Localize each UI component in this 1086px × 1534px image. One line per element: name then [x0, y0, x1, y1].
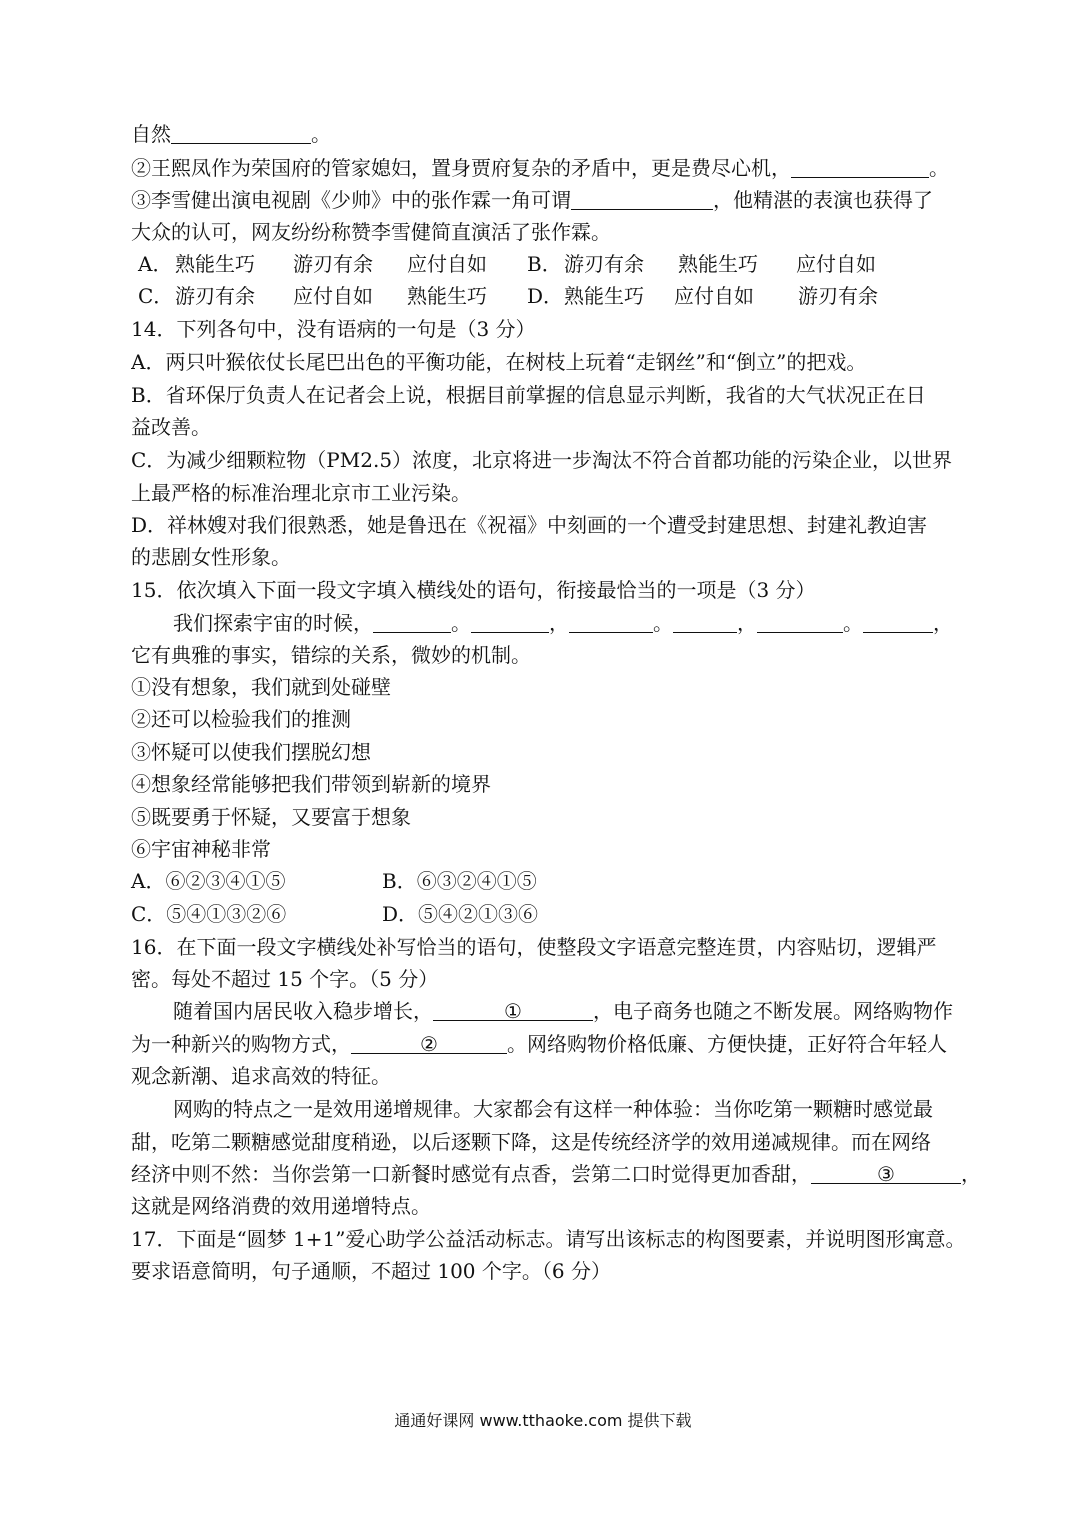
q15-option-a: A．⑥②③④①⑤	[131, 869, 286, 893]
q16-p2-line1: 网购的特点之一是效用递增规律。大家都会有这样一种体验：当你吃第一颗糖时感觉最	[173, 1097, 933, 1121]
q14-option-d-line2: 的悲剧女性形象。	[131, 545, 291, 569]
page-footer: 通通好课网 www.tthaoke.com 提供下载	[394, 1411, 692, 1430]
q16-stem-line2: 密。每处不超过 15 个字。（5 分）	[131, 967, 439, 991]
q13-option-a-w1: 熟能生巧	[175, 252, 255, 276]
q13-option-c-letter: C．	[138, 284, 174, 308]
q17-line2: 要求语意简明，句子通顺，不超过 100 个字。（6 分）	[131, 1259, 611, 1283]
q13-option-c-w1: 游刃有余	[175, 284, 255, 308]
q13-option-a-letter: A．	[138, 252, 173, 276]
q13-option-b-w1: 游刃有余	[564, 252, 644, 276]
q16-p1-line1	[173, 998, 1002, 1024]
q15-item-3: ③怀疑可以使我们摆脱幻想	[131, 740, 371, 764]
q15-item-5: ⑤既要勇于怀疑，又要富于想象	[131, 805, 411, 829]
q16-blank-2	[351, 1033, 507, 1054]
q16-blank-2-number: ②	[420, 1032, 438, 1056]
q13-line-c	[131, 187, 1002, 213]
q13-line-d: 大众的认可，网友纷纷称赞李雪健简直演活了张作霖。	[131, 220, 611, 244]
q13-line-a-text: 自然	[131, 122, 171, 146]
q13-line-b-end: 。	[929, 156, 949, 180]
q13-option-c-w3: 熟能生巧	[407, 284, 487, 308]
q17-line1: 17．下面是“圆梦 1+1”爱心助学公益活动标志。请写出该标志的构图要素，并说明图形寓意。	[131, 1227, 966, 1251]
q13-line-c-end: ，他精湛的表演也获得了	[713, 188, 933, 212]
q14-stem: 14．下列各句中，没有语病的一句是（3 分）	[131, 317, 536, 341]
q15-sep: ，	[549, 611, 569, 635]
q15-option-d: D．⑤④②①③⑥	[382, 902, 539, 926]
q16-p1-line2	[131, 1031, 1002, 1057]
q14-option-b-line1: B．省环保厅负责人在记者会上说，根据目前掌握的信息显示判断，我省的大气状况正在日	[131, 383, 926, 407]
q15-item-1: ①没有想象，我们就到处碰壁	[131, 675, 391, 699]
q16-blank-3-number: ③	[877, 1162, 895, 1186]
q15-stem: 15．依次填入下面一段文字填入横线处的语句，衔接最恰当的一项是（3 分）	[131, 578, 816, 602]
q13-option-b-letter: B．	[527, 252, 562, 276]
q14-option-c-line1: C．为减少细颗粒物（PM2.5）浓度，北京将进一步淘汰不符合首都功能的污染企业，以世界	[131, 448, 953, 472]
q13-line-c-text: ③李雪健出演电视剧《少帅》中的张作霖一角可谓	[131, 188, 571, 212]
q16-p2-line4: 这就是网络消费的效用递增特点。	[131, 1194, 431, 1218]
q13-blank-3	[571, 189, 713, 210]
q13-option-d-w2: 应付自如	[674, 284, 754, 308]
q15-sep: 。	[653, 611, 673, 635]
q16-p2-line3-text: 经济中则不然：当你尝第一口新餐时感觉有点香，尝第二口时觉得更加香甜，	[131, 1162, 811, 1186]
q13-option-b-w2: 熟能生巧	[678, 252, 758, 276]
q16-stem-line1: 16．在下面一段文字横线处补写恰当的语句，使整段文字语意完整连贯，内容贴切，逻辑严	[131, 935, 937, 959]
q15-option-b: B．⑥③②④①⑤	[382, 869, 537, 893]
q13-option-a-w3: 应付自如	[407, 252, 487, 276]
q15-item-2: ②还可以检验我们的推测	[131, 707, 351, 731]
q14-option-d-line1: D．祥林嫂对我们很熟悉，她是鲁迅在《祝福》中刻画的一个遭受封建思想、封建礼教迫害	[131, 513, 928, 537]
q15-paragraph-line2: 它有典雅的事实，错综的关系，微妙的机制。	[131, 643, 531, 667]
q15-sep: 。	[843, 611, 863, 635]
q16-blank-1-number: ①	[504, 999, 522, 1023]
q15-sep: ，	[933, 611, 953, 635]
q16-p1-line1-text: 随着国内居民收入稳步增长，	[173, 999, 433, 1023]
q15-blank-2	[471, 612, 549, 633]
q13-option-a-w2: 游刃有余	[293, 252, 373, 276]
q13-option-d-letter: D．	[527, 284, 564, 308]
q15-blank-1	[373, 612, 451, 633]
q16-p2-line3	[131, 1161, 1002, 1187]
q15-blank-5	[757, 612, 843, 633]
q13-blank-2	[791, 157, 929, 178]
q13-line-b	[131, 155, 1002, 181]
q15-sep: ，	[737, 611, 757, 635]
q16-p1-line1-end: ，电子商务也随之不断发展。网络购物作	[593, 999, 953, 1023]
q13-option-d-w1: 熟能生巧	[564, 284, 644, 308]
q15-paragraph-line1	[173, 610, 1002, 636]
q13-line-a	[131, 121, 1002, 147]
q14-option-b-line2: 益改善。	[131, 415, 211, 439]
q13-line-b-text: ②王熙凤作为荣国府的管家媳妇，置身贾府复杂的矛盾中，更是费尽心机，	[131, 156, 791, 180]
q15-sep: 。	[451, 611, 471, 635]
q13-option-d-w3: 游刃有余	[798, 284, 878, 308]
q14-option-a: A．两只叶猴依仗长尾巴出色的平衡功能，在树枝上玩着“走钢丝”和“倒立”的把戏。	[131, 350, 867, 374]
q13-option-c-w2: 应付自如	[293, 284, 373, 308]
q13-option-b-w3: 应付自如	[796, 252, 876, 276]
q15-item-6: ⑥宇宙神秘非常	[131, 837, 271, 861]
q16-p1-line2-text: 为一种新兴的购物方式，	[131, 1032, 351, 1056]
q16-p2-line3-end: ，	[961, 1162, 981, 1186]
q16-p1-line3: 观念新潮、追求高效的特征。	[131, 1064, 391, 1088]
q15-blank-3	[569, 612, 653, 633]
q16-blank-1	[433, 1000, 593, 1021]
q16-p2-line2: 甜，吃第二颗糖感觉甜度稍逊，以后逐颗下降，这是传统经济学的效用递减规律。而在网络	[131, 1130, 931, 1154]
q15-item-4: ④想象经常能够把我们带领到崭新的境界	[131, 772, 491, 796]
q16-blank-3	[811, 1163, 961, 1184]
q13-line-a-end: 。	[311, 122, 331, 146]
q14-option-c-line2: 上最严格的标准治理北京市工业污染。	[131, 481, 471, 505]
q15-blank-4	[673, 612, 737, 633]
q16-p1-line2-end: 。网络购物价格低廉、方便快捷，正好符合年轻人	[507, 1032, 947, 1056]
q15-blank-6	[863, 612, 933, 633]
q15-paragraph-start: 我们探索宇宙的时候，	[173, 611, 373, 635]
q13-blank-1	[171, 123, 311, 144]
q15-option-c: C．⑤④①③②⑥	[131, 902, 287, 926]
